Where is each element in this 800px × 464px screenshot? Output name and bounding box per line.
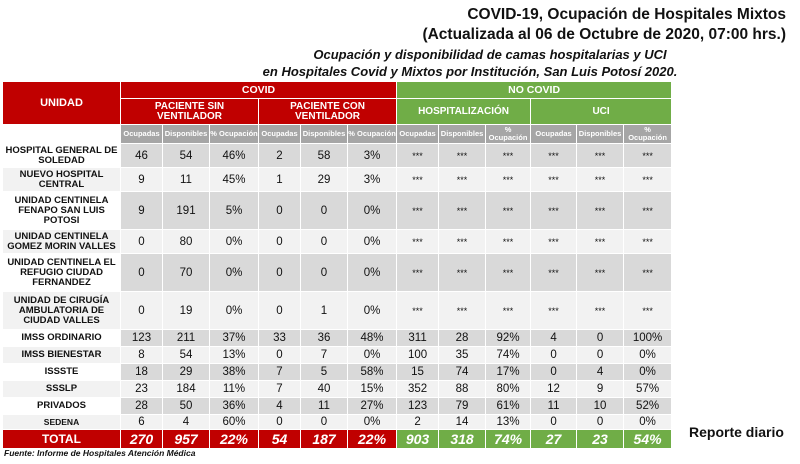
column-subheaders (3, 125, 672, 144)
cell-value: 184 (163, 381, 210, 398)
cell-value: 50 (163, 398, 210, 415)
cell-value: 54 (163, 347, 210, 364)
report-updated: (Actualizada al 06 de Octubre de 2020, 07:00 hrs.) (422, 26, 786, 43)
total-value: 54% (624, 430, 672, 449)
subheader-pct-4: % Ocupación (624, 125, 672, 144)
cell-value: 17% (486, 364, 531, 381)
cell-value: *** (624, 144, 672, 168)
total-value: 74% (486, 430, 531, 449)
cell-value: 0 (531, 364, 577, 381)
row-unit-name: SSSLP (3, 381, 121, 398)
cell-value: 1 (259, 168, 301, 192)
subheader-disponibles-3: Disponibles (439, 125, 486, 144)
group-uci: UCI (531, 99, 672, 125)
cell-value: 0% (624, 364, 672, 381)
table-row (3, 292, 672, 330)
cell-value: 0% (210, 230, 259, 254)
cell-value: *** (577, 168, 624, 192)
cell-value: 0 (121, 254, 163, 292)
cell-value: *** (531, 192, 577, 230)
cell-value: *** (531, 292, 577, 330)
cell-value: 0 (301, 230, 348, 254)
table-row (3, 254, 672, 292)
cell-value: 4 (577, 364, 624, 381)
cell-value: *** (531, 168, 577, 192)
cell-value: 3% (348, 168, 397, 192)
subheader-pct-3: % Ocupación (486, 125, 531, 144)
cell-value: 9 (121, 168, 163, 192)
reporte-diario-label: Reporte diario (689, 424, 784, 440)
total-value: 22% (210, 430, 259, 449)
cell-value: 14 (439, 415, 486, 430)
cell-value: 6 (121, 415, 163, 430)
cell-value: 11 (531, 398, 577, 415)
unidad-subheader-blank (3, 125, 121, 144)
cell-value: 0 (259, 254, 301, 292)
subheader-disponibles-2: Disponibles (301, 125, 348, 144)
cell-value: 70 (163, 254, 210, 292)
cell-value: 54 (163, 144, 210, 168)
total-value: 23 (577, 430, 624, 449)
total-value: 270 (121, 430, 163, 449)
cell-value: 13% (210, 347, 259, 364)
cell-value: 11 (163, 168, 210, 192)
cell-value: *** (486, 292, 531, 330)
cell-value: 9 (577, 381, 624, 398)
cell-value: *** (397, 292, 439, 330)
cell-value: 11 (301, 398, 348, 415)
cell-value: 352 (397, 381, 439, 398)
cell-value: *** (439, 292, 486, 330)
row-unit-name: IMSS BIENESTAR (3, 347, 121, 364)
cell-value: 9 (121, 192, 163, 230)
cell-value: 1 (301, 292, 348, 330)
cell-value: *** (397, 144, 439, 168)
cell-value: 29 (163, 364, 210, 381)
cell-value: 36 (301, 330, 348, 347)
subheader-disponibles-1: Disponibles (163, 125, 210, 144)
occupancy-table (2, 81, 672, 449)
cell-value: *** (624, 292, 672, 330)
cell-value: 80 (163, 230, 210, 254)
table-row (3, 364, 672, 381)
table-row (3, 330, 672, 347)
cell-value: 0% (210, 254, 259, 292)
no-covid-header: NO COVID (397, 82, 672, 99)
cell-value: 23 (121, 381, 163, 398)
cell-value: 7 (259, 381, 301, 398)
cell-value: 45% (210, 168, 259, 192)
cell-value: *** (486, 230, 531, 254)
table-row (3, 347, 672, 364)
cell-value: 0 (301, 192, 348, 230)
total-value: 187 (301, 430, 348, 449)
subheader-disponibles-4: Disponibles (577, 125, 624, 144)
table-row (3, 415, 672, 430)
cell-value: 2 (397, 415, 439, 430)
group-hospitalizacion: HOSPITALIZACIÓN (397, 99, 531, 125)
cell-value: 2 (259, 144, 301, 168)
cell-value: *** (531, 254, 577, 292)
cell-value: 5% (210, 192, 259, 230)
subheader-ocupadas-2: Ocupadas (259, 125, 301, 144)
subheader-ocupadas-3: Ocupadas (397, 125, 439, 144)
cell-value: 40 (301, 381, 348, 398)
cell-value: *** (624, 230, 672, 254)
cell-value: 88 (439, 381, 486, 398)
cell-value: 0 (531, 347, 577, 364)
cell-value: 74 (439, 364, 486, 381)
cell-value: 74% (486, 347, 531, 364)
cell-value: 0 (121, 230, 163, 254)
unidad-header: UNIDAD (3, 82, 121, 125)
cell-value: 33 (259, 330, 301, 347)
cell-value: 15 (397, 364, 439, 381)
cell-value: 58 (301, 144, 348, 168)
cell-value: *** (486, 254, 531, 292)
cell-value: *** (439, 254, 486, 292)
table-row (3, 168, 672, 192)
cell-value: 58% (348, 364, 397, 381)
row-unit-name: UNIDAD DE CIRUGÍA AMBULATORIA DE CIUDAD VALLES (3, 292, 121, 330)
total-value: 54 (259, 430, 301, 449)
subheader-ocupadas-1: Ocupadas (121, 125, 163, 144)
cell-value: *** (624, 192, 672, 230)
cell-value: 0 (259, 230, 301, 254)
cell-value: *** (439, 144, 486, 168)
cell-value: 0% (210, 292, 259, 330)
source-note: Fuente: Informe de Hospitales Atención Médica (4, 448, 196, 458)
cell-value: 0 (301, 415, 348, 430)
cell-value: 36% (210, 398, 259, 415)
cell-value: 28 (121, 398, 163, 415)
cell-value: 7 (301, 347, 348, 364)
cell-value: 61% (486, 398, 531, 415)
cell-value: *** (577, 192, 624, 230)
table-row (3, 381, 672, 398)
cell-value: 5 (301, 364, 348, 381)
cell-value: *** (397, 168, 439, 192)
cell-value: 0 (301, 254, 348, 292)
report-subtitle-2: en Hospitales Covid y Mixtos por Institución, San Luis Potosí 2020. (262, 64, 678, 79)
cell-value: 0% (348, 347, 397, 364)
cell-value: 0 (259, 192, 301, 230)
cell-value: *** (439, 192, 486, 230)
row-unit-name: PRIVADOS (3, 398, 121, 415)
cell-value: 191 (163, 192, 210, 230)
row-unit-name: UNIDAD CENTINELA EL REFUGIO CIUDAD FERNANDEZ (3, 254, 121, 292)
row-unit-name: UNIDAD CENTINELA GOMEZ MORIN VALLES (3, 230, 121, 254)
cell-value: *** (397, 254, 439, 292)
cell-value: *** (486, 144, 531, 168)
cell-value: *** (397, 230, 439, 254)
cell-value: 52% (624, 398, 672, 415)
cell-value: *** (486, 168, 531, 192)
row-unit-name: HOSPITAL GENERAL DE SOLEDAD (3, 144, 121, 168)
cell-value: 29 (301, 168, 348, 192)
report-title: COVID-19, Ocupación de Hospitales Mixtos (467, 6, 786, 23)
cell-value: 60% (210, 415, 259, 430)
cell-value: 38% (210, 364, 259, 381)
cell-value: 123 (397, 398, 439, 415)
cell-value: 27% (348, 398, 397, 415)
cell-value: *** (624, 254, 672, 292)
row-unit-name: NUEVO HOSPITAL CENTRAL (3, 168, 121, 192)
cell-value: 8 (121, 347, 163, 364)
cell-value: 0% (348, 230, 397, 254)
table-row (3, 144, 672, 168)
subheader-pct-1: % Ocupación (210, 125, 259, 144)
total-value: 22% (348, 430, 397, 449)
cell-value: 0% (348, 292, 397, 330)
cell-value: 123 (121, 330, 163, 347)
cell-value: *** (577, 254, 624, 292)
cell-value: 4 (531, 330, 577, 347)
total-value: 27 (531, 430, 577, 449)
table-row (3, 192, 672, 230)
cell-value: 4 (259, 398, 301, 415)
table-row (3, 398, 672, 415)
cell-value: 0% (348, 192, 397, 230)
cell-value: 18 (121, 364, 163, 381)
covid-header: COVID (121, 82, 397, 99)
subheader-ocupadas-4: Ocupadas (531, 125, 577, 144)
total-row (3, 430, 672, 449)
cell-value: 0 (259, 347, 301, 364)
cell-value: 100% (624, 330, 672, 347)
cell-value: 79 (439, 398, 486, 415)
cell-value: *** (397, 192, 439, 230)
cell-value: 10 (577, 398, 624, 415)
cell-value: 46 (121, 144, 163, 168)
cell-value: 0 (259, 415, 301, 430)
total-value: 957 (163, 430, 210, 449)
cell-value: 3% (348, 144, 397, 168)
cell-value: *** (439, 230, 486, 254)
cell-value: 0 (531, 415, 577, 430)
cell-value: *** (577, 292, 624, 330)
cell-value: 0% (348, 415, 397, 430)
row-unit-name: IMSS ORDINARIO (3, 330, 121, 347)
cell-value: 311 (397, 330, 439, 347)
cell-value: 46% (210, 144, 259, 168)
cell-value: 12 (531, 381, 577, 398)
cell-value: *** (439, 168, 486, 192)
cell-value: 19 (163, 292, 210, 330)
cell-value: 0 (577, 415, 624, 430)
cell-value: *** (531, 144, 577, 168)
cell-value: 0 (577, 330, 624, 347)
report-subtitle-1: Ocupación y disponibilidad de camas hospitalarias y UCI (313, 47, 667, 62)
total-value: 318 (439, 430, 486, 449)
cell-value: *** (486, 192, 531, 230)
cell-value: 211 (163, 330, 210, 347)
cell-value: 48% (348, 330, 397, 347)
cell-value: *** (577, 144, 624, 168)
row-unit-name: SEDENA (3, 415, 121, 430)
cell-value: 4 (163, 415, 210, 430)
cell-value: 100 (397, 347, 439, 364)
cell-value: 80% (486, 381, 531, 398)
cell-value: 35 (439, 347, 486, 364)
cell-value: *** (577, 230, 624, 254)
cell-value: *** (531, 230, 577, 254)
cell-value: 28 (439, 330, 486, 347)
group-sin-ventilador: PACIENTE SIN VENTILADOR (121, 99, 259, 125)
cell-value: 0% (624, 347, 672, 364)
group-con-ventilador: PACIENTE CON VENTILADOR (259, 99, 397, 125)
row-unit-name: UNIDAD CENTINELA FENAPO SAN LUIS POTOSI (3, 192, 121, 230)
row-unit-name: ISSSTE (3, 364, 121, 381)
cell-value: 37% (210, 330, 259, 347)
subheader-pct-2: % Ocupación (348, 125, 397, 144)
cell-value: 92% (486, 330, 531, 347)
cell-value: 57% (624, 381, 672, 398)
cell-value: 15% (348, 381, 397, 398)
cell-value: 0% (624, 415, 672, 430)
table-row (3, 230, 672, 254)
total-label: TOTAL (3, 430, 121, 449)
cell-value: *** (624, 168, 672, 192)
cell-value: 0 (259, 292, 301, 330)
cell-value: 0 (121, 292, 163, 330)
cell-value: 0% (348, 254, 397, 292)
cell-value: 7 (259, 364, 301, 381)
cell-value: 11% (210, 381, 259, 398)
total-value: 903 (397, 430, 439, 449)
cell-value: 13% (486, 415, 531, 430)
cell-value: 0 (577, 347, 624, 364)
